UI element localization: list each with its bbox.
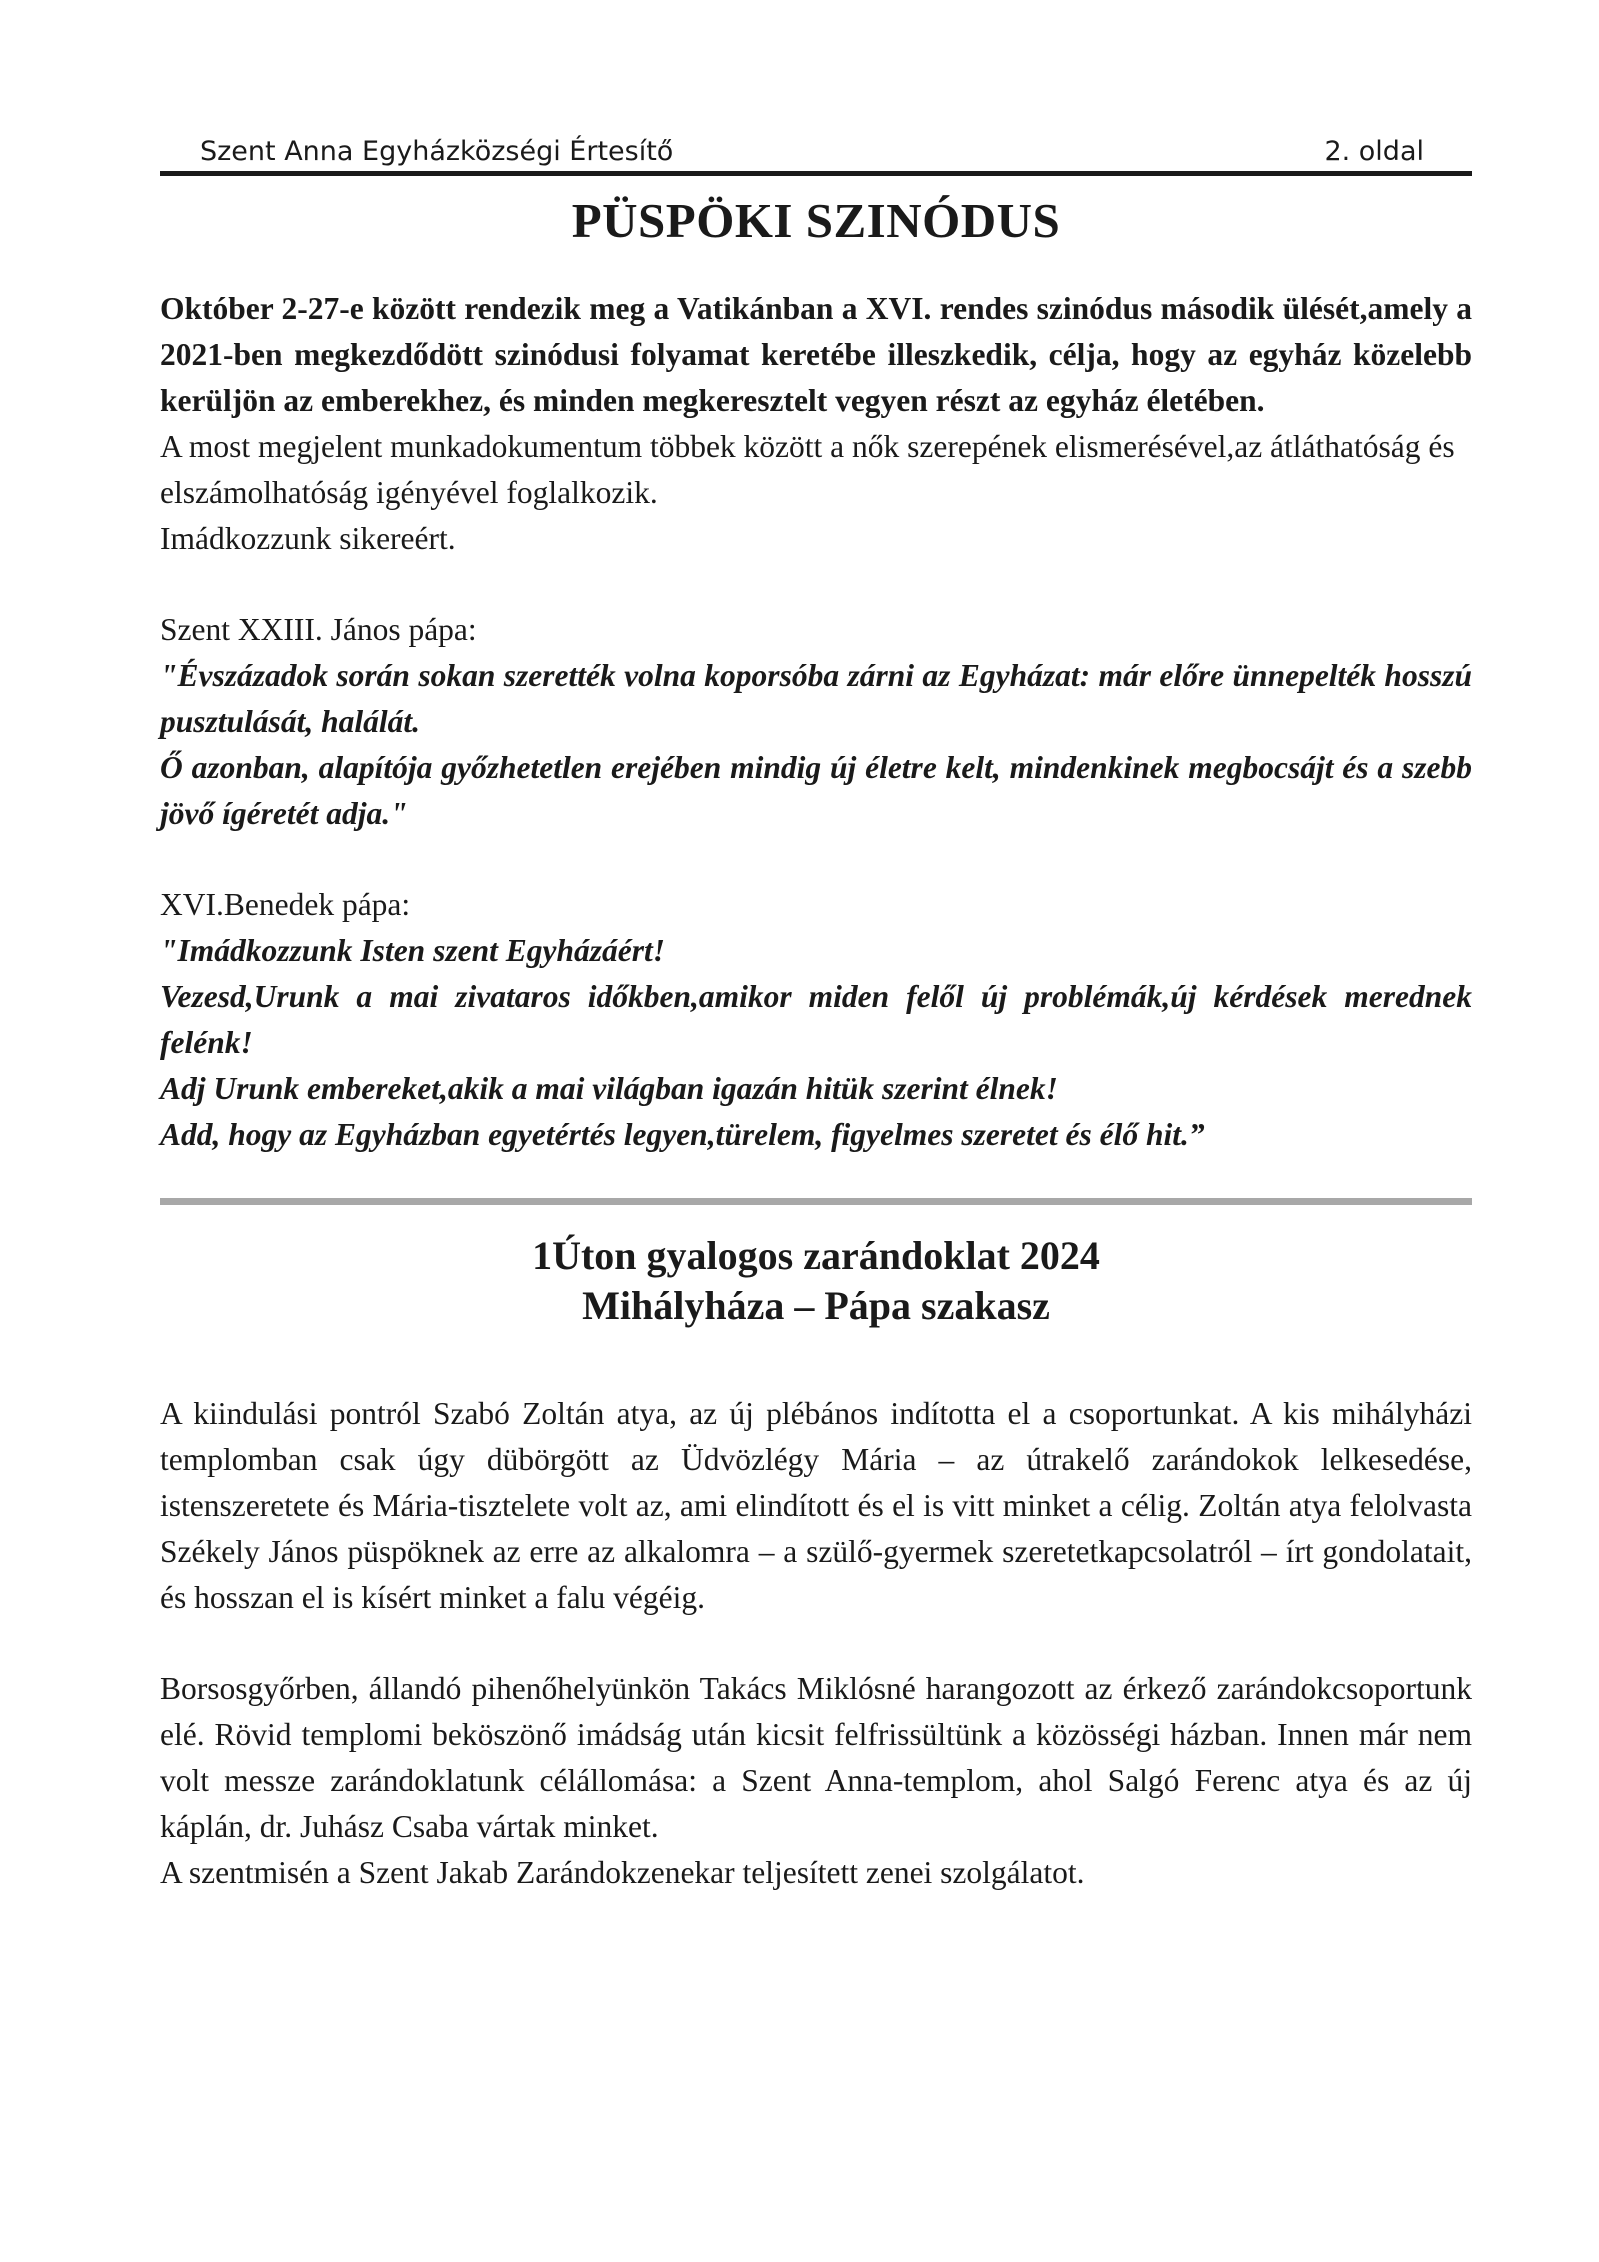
quote-text: Adj Urunk embereket,akik a mai világban igazán hitük szerint élnek! (160, 1071, 1058, 1106)
spacer (160, 562, 1472, 607)
publication-title: Szent Anna Egyházközségi Értesítő (200, 136, 674, 167)
article-paragraph: A kiindulási pontról Szabó Zoltán atya, az új plébános indította el a csoportunkat. A kis mihályházi templomban csak úgy dübörgött az Üdvözlégy Mária – az útrakelő zarándokok lelkesedése, istenszeretete és Mária-tisztelete volt az, ami elindított és el is vitt minket a célig. Zoltán atya felolvasta Székely János püspöknek az erre az alkalomra – a szülő-gyermek szeretetkapcsolatról – írt gondolatait, és hosszan el is kísért minket a falu végéig. (160, 1396, 1472, 1615)
spacer (160, 1621, 1472, 1666)
page-number: 2. oldal (1324, 136, 1424, 167)
section-divider (160, 1198, 1472, 1205)
article-paragraph: A szentmisén a Szent Jakab Zarándokzenekar teljesített zenei szolgálatot. (160, 1855, 1085, 1890)
article-paragraph: Borsosgyőrben, állandó pihenőhelyünkön Takács Miklósné harangozott az érkező zarándokcsoportunk elé. Rövid templomi beköszönő imádság után kicsit felfrissültünk a közösségi házban. Innen már nem volt messze zarándoklatunk célállomása: a Szent Anna-templom, ahol Salgó Ferenc atya és az új káplán, dr. Juhász Csaba vártak minket. (160, 1671, 1472, 1844)
header-rule (160, 171, 1472, 176)
quote-text: Ő azonban, alapítója győzhetetlen erejében mindig új életre kelt, mindenkinek megbocsájt és a szebb jövő ígéretét adja." (160, 750, 1472, 831)
section-title-pilgrimage (160, 1231, 1472, 1331)
pilgrimage-title-line1: 1Úton gyalogos zarándoklat 2024 (532, 1233, 1100, 1278)
body-paragraph: A most megjelent munkadokumentum többek között a nők szerepének elismerésével,az átláthatóság és elszámolhatóság igényével foglalkozik. (160, 429, 1455, 510)
quote-text: "Imádkozzunk Isten szent Egyházáért! (160, 933, 665, 968)
quote-text: Add, hogy az Egyházban egyetértés legyen,türelem, figyelmes szeretet és élő hit.” (160, 1117, 1205, 1152)
section-title-synod: PÜSPÖKI SZINÓDUS (571, 193, 1061, 248)
pilgrimage-title-line2: Mihályháza – Pápa szakasz (582, 1283, 1050, 1328)
lead-paragraph: Október 2-27-e között rendezik meg a Vatikánban a XVI. rendes szinódus második ülését,amely a 2021-ben megkezdődött szinódusi folyamat keretébe illeszkedik, célja, hogy az egyház közelebb kerüljön az emberekhez, és minden megkeresztelt vegyen részt az egyház életében. (160, 291, 1472, 418)
newsletter-page (160, 125, 1472, 1896)
quote-text: "Évszázadok során sokan szerették volna koporsóba zárni az Egyházat: már előre ünnepelték hosszú pusztulását, halálát. (160, 658, 1472, 739)
quote-author: Szent XXIII. János pápa: (160, 612, 477, 647)
prayer-line: Imádkozzunk sikereért. (160, 521, 456, 556)
quote-author: XVI.Benedek pápa: (160, 887, 411, 922)
quote-text: Vezesd,Urunk a mai zivataros időkben,amikor miden felől új problémák,új kérdések merednek felénk! (160, 979, 1472, 1060)
running-header (160, 125, 1472, 169)
spacer (160, 837, 1472, 882)
